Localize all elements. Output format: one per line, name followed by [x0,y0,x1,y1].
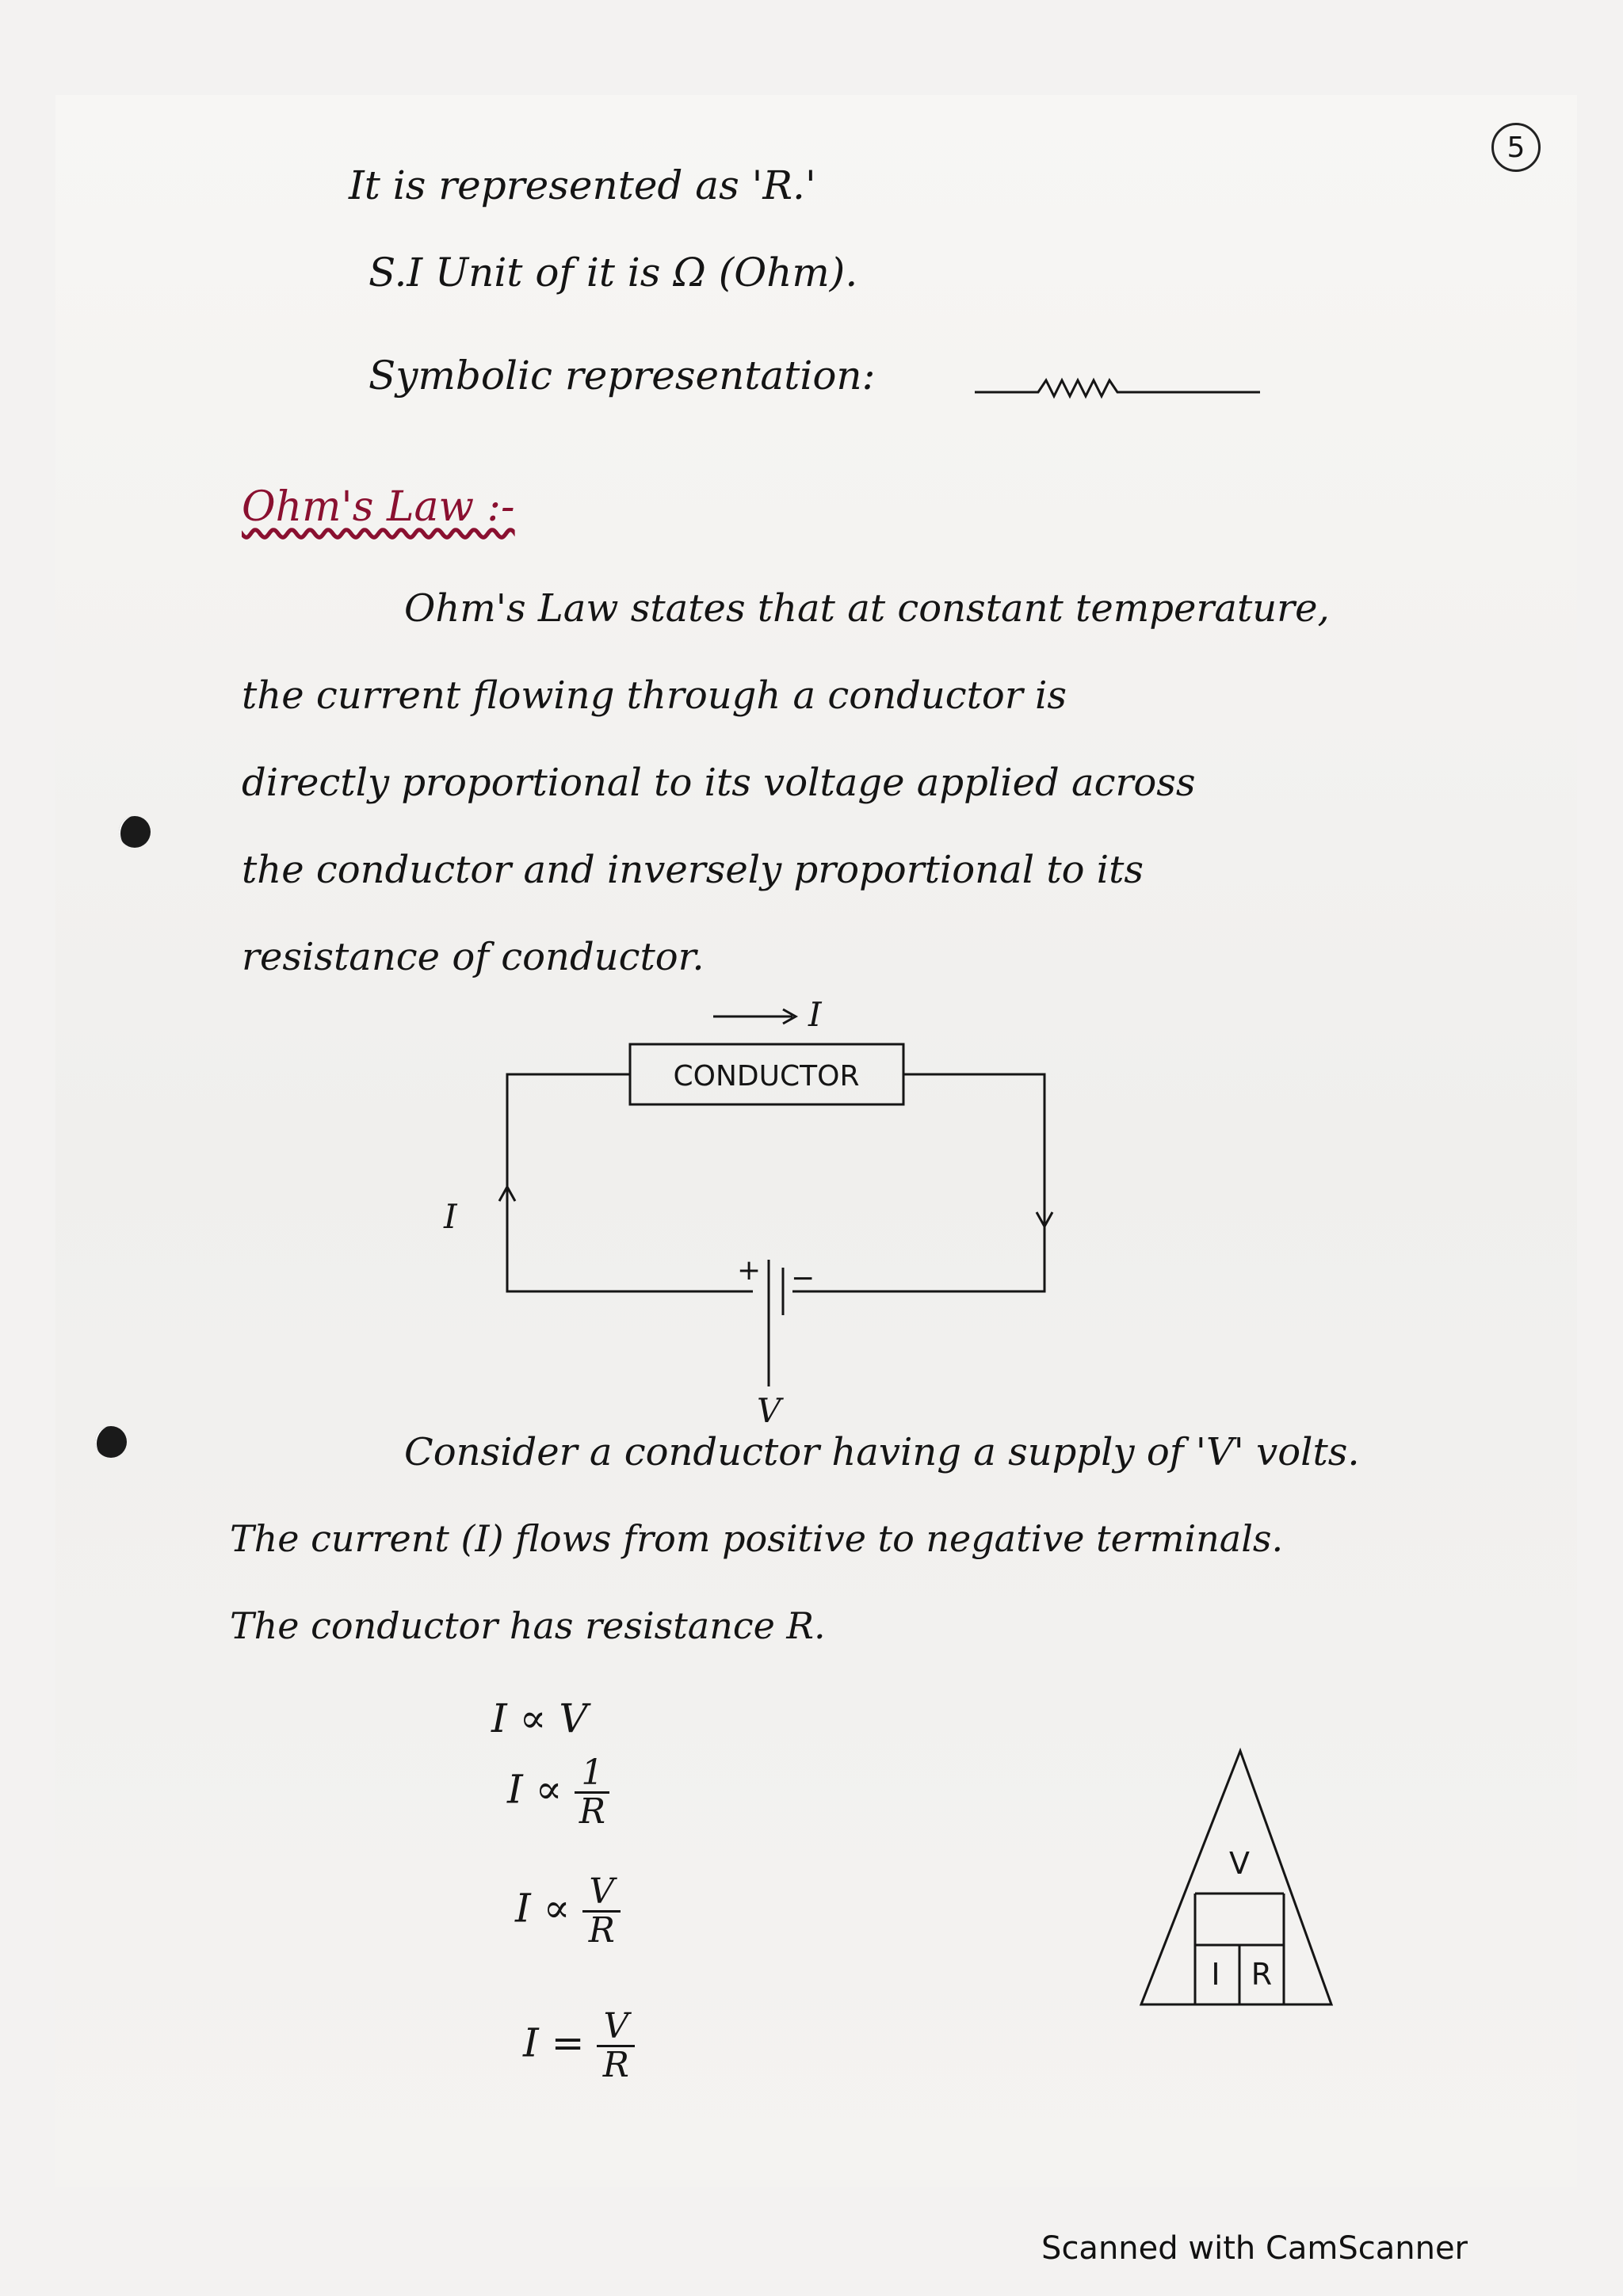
explanation-line-1: Consider a conductor having a supply of 'V' volts. [404,1430,1360,1474]
formula-f2-left: I ∝ [507,1766,563,1813]
minus-sign: − [791,1262,815,1295]
scanner-watermark: Scanned with CamScanner [1041,2230,1468,2267]
definition-line-5: resistance of conductor. [242,935,705,979]
formula-i-prop-v: I ∝ V [491,1695,588,1741]
formula-f3-left: I ∝ [515,1885,571,1932]
formula-f4-left: I = [523,2019,585,2066]
triangle-v: V [1229,1846,1250,1881]
symbolic-line: Symbolic representation: [369,353,876,399]
conductor-label: CONDUCTOR [673,1060,860,1093]
definition-line-3: directly proportional to its voltage applied across [242,761,1196,805]
definition-line-4: the conductor and inversely proportional to its [242,848,1144,892]
resistor-symbol-icon [975,360,1260,408]
formula-i-prop-1-over-r [507,1753,609,1833]
definition-line-1: Ohm's Law states that at constant temperature, [404,586,1330,631]
fraction-v-over-r-final: $\frac{V}{R}$ [597,2008,635,2084]
formula-i-prop-v-over-r [515,1871,621,1951]
definition-line-2: the current flowing through a conductor is [242,673,1067,718]
explanation-line-3: The conductor has resistance R. [230,1604,826,1647]
triangle-r: R [1251,1957,1273,1992]
voltage-label: V [757,1391,781,1430]
current-label-left: I [444,1197,457,1236]
fraction-v-over-r: $\frac{V}{R}$ [582,1874,621,1949]
current-label-top: I [808,995,822,1034]
represented-line: It is represented as 'R.' [349,162,816,208]
punch-hole [119,816,151,848]
fraction-1-over-r: $\frac{1}{R}$ [575,1755,609,1830]
triangle-i: I [1211,1957,1220,1992]
vir-triangle-diagram [1125,1743,1347,2020]
punch-hole [95,1426,127,1458]
ohms-law-heading: Ohm's Law :- [242,483,515,531]
explanation-line-2: The current (I) flows from positive to negative terminals. [230,1517,1284,1560]
plus-sign: + [737,1254,762,1287]
si-unit-line: S.I Unit of it is Ω (Ohm). [369,250,858,296]
formula-i-equals-v-over-r [523,2008,635,2084]
circuit-diagram [444,990,1078,1434]
page-number: 5 [1491,123,1541,172]
